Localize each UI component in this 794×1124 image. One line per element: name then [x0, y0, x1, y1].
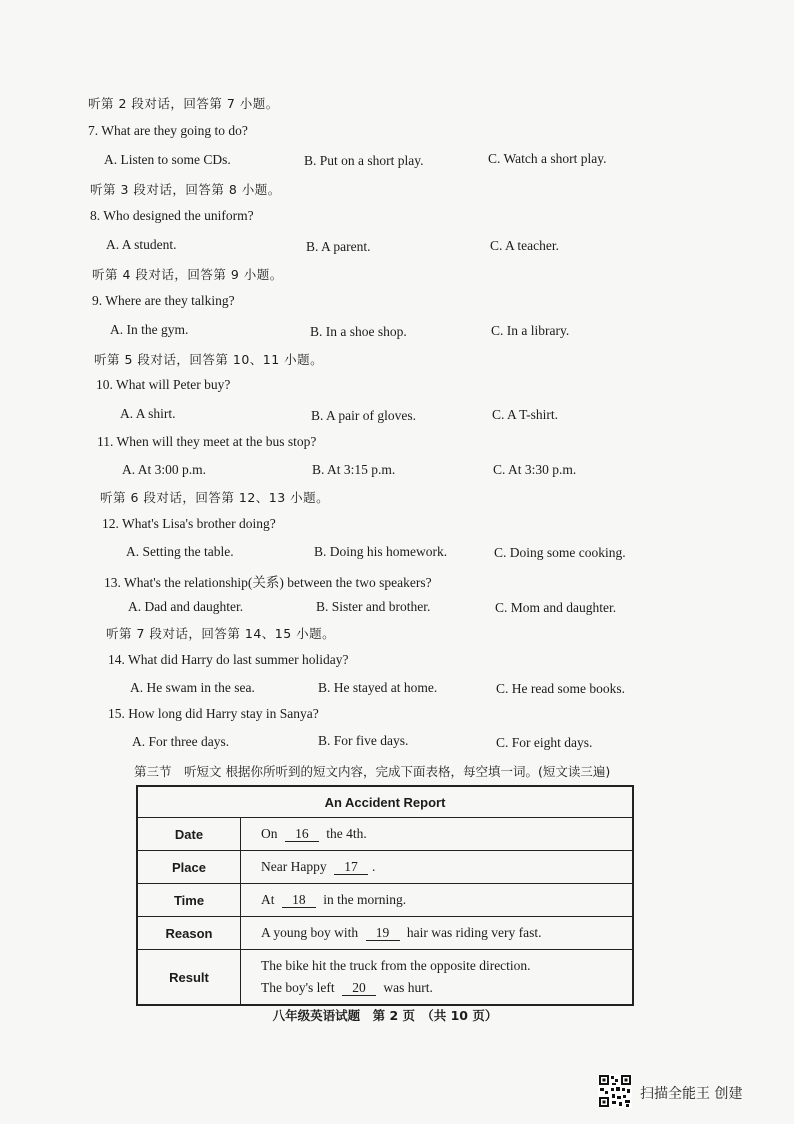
question-8: 8. Who designed the uniform? [90, 208, 254, 223]
result-label: Result [137, 950, 241, 1006]
q7-option-a: A. Listen to some CDs. [104, 152, 231, 167]
place-label: Place [137, 851, 241, 884]
question-10: 10. What will Peter buy? [96, 377, 231, 392]
intro-dialogue-2: 听第 2 段对话，回答第 7 小题。 [88, 96, 279, 111]
q10-option-a: A. A shirt. [120, 406, 176, 421]
q14-option-c: C. He read some books. [496, 681, 625, 696]
q10-option-b: B. A pair of gloves. [311, 408, 416, 423]
date-value [241, 818, 634, 851]
qr-code-icon [598, 1074, 632, 1108]
q13-option-a: A. Dad and daughter. [128, 599, 244, 614]
date-prefix: On [261, 826, 278, 841]
q13-option-b: B. Sister and brother. [316, 599, 431, 614]
q9-option-a: A. In the gym. [110, 322, 189, 337]
place-suffix: . [371, 859, 376, 874]
question-11: 11. When will they meet at the bus stop? [97, 434, 317, 449]
question-12: 12. What's Lisa's brother doing? [102, 516, 276, 531]
accident-report-table [136, 785, 634, 1006]
q11-option-a: A. At 3:00 p.m. [122, 462, 207, 477]
table-title: An Accident Report [137, 786, 633, 818]
table-row-result [137, 950, 633, 1006]
q12-option-b: B. Doing his homework. [314, 544, 448, 559]
question-13: 13. What's the relationship(关系) between the two speakers? [104, 575, 432, 590]
q14-option-a: A. He swam in the sea. [130, 680, 255, 695]
table-row-time [137, 884, 633, 917]
q10-option-c: C. A T-shirt. [492, 407, 559, 422]
q8-option-c: C. A teacher. [490, 238, 559, 253]
intro-dialogue-6: 听第 6 段对话，回答第 12、13 小题。 [100, 490, 330, 505]
q12-option-a: A. Setting the table. [126, 544, 234, 559]
q15-option-c: C. For eight days. [496, 735, 593, 750]
table-row-place [137, 851, 633, 884]
blank-17: 17 [334, 860, 368, 875]
q14-option-b: B. He stayed at home. [318, 680, 438, 695]
blank-16: 16 [285, 827, 319, 842]
result-prefix: The boy's left [261, 980, 335, 995]
q15-option-b: B. For five days. [318, 733, 409, 748]
date-suffix: the 4th. [326, 826, 367, 841]
table-row-date [137, 818, 633, 851]
q7-option-c: C. Watch a short play. [488, 151, 607, 166]
time-label: Time [137, 884, 241, 917]
blank-20: 20 [342, 981, 376, 996]
intro-dialogue-4: 听第 4 段对话，回答第 9 小题。 [92, 267, 283, 282]
q11-option-c: C. At 3:30 p.m. [493, 462, 577, 477]
question-14: 14. What did Harry do last summer holiday? [108, 652, 349, 667]
result-line-2 [261, 977, 631, 999]
scanner-watermark: 扫描全能王 创建 [640, 1086, 743, 1102]
section-3-instructions: 第三节 听短文 根据你所听到的短文内容，完成下面表格，每空填一词。(短文读三遍) [134, 764, 611, 779]
reason-value [241, 917, 634, 950]
time-prefix: At [261, 892, 275, 907]
reason-label: Reason [137, 917, 241, 950]
reason-prefix: A young boy with [261, 925, 359, 940]
time-suffix: in the morning. [323, 892, 407, 907]
q7-option-b: B. Put on a short play. [304, 153, 424, 168]
q9-option-b: B. In a shoe shop. [310, 324, 407, 339]
place-value [241, 851, 634, 884]
q12-option-c: C. Doing some cooking. [494, 545, 626, 560]
table-row-reason [137, 917, 633, 950]
q13-option-c: C. Mom and daughter. [495, 600, 617, 615]
q8-option-b: B. A parent. [306, 239, 371, 254]
blank-18: 18 [282, 893, 316, 908]
question-9: 9. Where are they talking? [92, 293, 235, 308]
blank-19: 19 [366, 926, 400, 941]
reason-suffix: hair was riding very fast. [406, 925, 542, 940]
time-value [241, 884, 634, 917]
page-footer [0, 1006, 770, 1024]
q15-option-a: A. For three days. [132, 734, 230, 749]
question-7: 7. What are they going to do? [88, 123, 248, 138]
q8-option-a: A. A student. [106, 237, 177, 252]
q11-option-b: B. At 3:15 p.m. [312, 462, 396, 477]
question-15: 15. How long did Harry stay in Sanya? [108, 706, 319, 721]
result-suffix: was hurt. [383, 980, 433, 995]
intro-dialogue-3: 听第 3 段对话，回答第 8 小题。 [90, 182, 281, 197]
footer-text: 八年级英语试题 第 2 页 （共 10 页） [272, 1008, 498, 1023]
place-prefix: Near Happy [261, 859, 327, 874]
intro-dialogue-7: 听第 7 段对话，回答第 14、15 小题。 [106, 626, 336, 641]
intro-dialogue-5: 听第 5 段对话，回答第 10、11 小题。 [94, 352, 324, 367]
result-value [241, 950, 634, 1006]
date-label: Date [137, 818, 241, 851]
result-line-1: The bike hit the truck from the opposite direction. [261, 958, 531, 973]
q9-option-c: C. In a library. [491, 323, 570, 338]
